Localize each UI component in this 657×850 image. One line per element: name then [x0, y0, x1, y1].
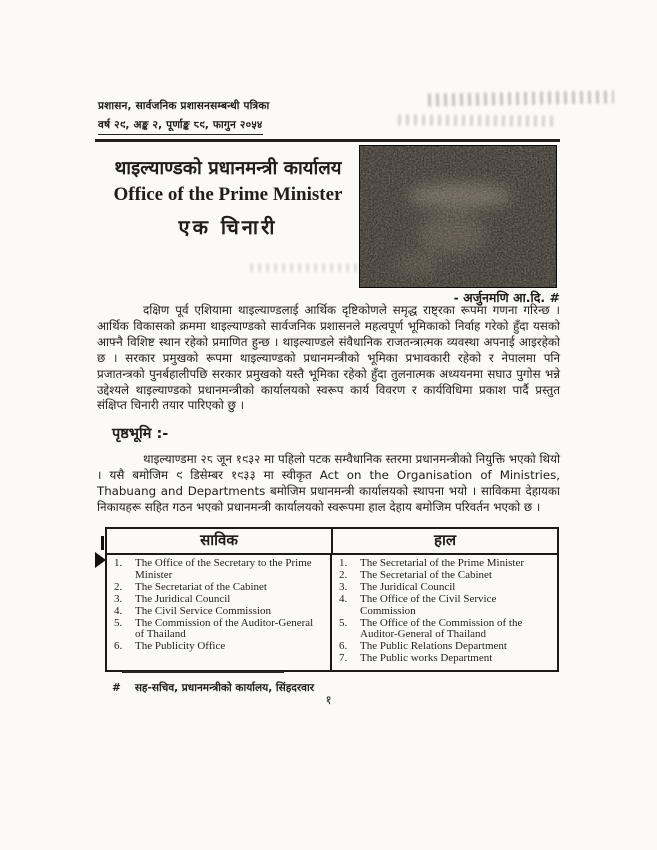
- table-item: The Office of the Secretary to the Prime Minister: [135, 557, 312, 581]
- issue-info: वर्ष २९, अङ्क २, पूर्णाङ्क ८९, फागुन २०५४: [98, 118, 263, 135]
- table-item: The Commission of the Auditor-General of Thailand: [135, 616, 314, 641]
- header-rule: [95, 139, 560, 142]
- footnote-text: सह-सचिव, प्रधानमन्त्रीको कार्यालय, सिंहदरवार: [134, 682, 314, 694]
- scan-smudge-artifact: [398, 114, 556, 126]
- scan-mark-artifact: [101, 536, 104, 550]
- table-header-current: हाल: [433, 531, 457, 549]
- table-item: The Publicity Office: [135, 640, 226, 653]
- section-heading-background: पृष्ठभूमि :-: [112, 426, 169, 442]
- masthead: [96, 157, 360, 240]
- table-item: The Public Relations Department: [360, 640, 507, 653]
- intro-paragraph: दक्षिण पूर्व एशियामा थाइल्याण्डलाई आर्थिक दृष्टिकोणले समृद्ध राष्ट्रका रूपमा गणना गरिन्छ । आर्थिक विकासको क्रममा थाइल्याण्डको सार्वजनिक प्रशासनले महत्वपूर्ण भूमिकाको निर्वाह गरेको हुँदा यसको आफ्नै विशिष्ट स्थान रहेको प्रमाणित हुन्छ । थाइल्याण्डले संवैधानिक राजतन्त्रात्मक व्यवस्था अपनाई आइरहेको छ । सरकार प्रमुखको रूपमा थाइल्याण्डको प्रधानमन्त्रीको भूमिका प्रभावकारी रहेको र नेपालमा पनि प्रजातन्त्रको पुनर्बहालीपछि सरकार प्रमुखको यस्तै भूमिका रहेको हुँदा तुलनात्मक अध्ययनमा सघाउ पुगोस भन्ने उद्देश्यले थाइल्याण्डको प्रधानमन्त्रीको कार्यालयको स्वरूप कार्य विवरण र कार्यविधिमा प्रकाश पार्दै प्रस्तुत संक्षिप्त चिनारी तयार पारिएको छु ।: [97, 303, 560, 413]
- table-header-row: [107, 529, 557, 555]
- table-item: The Public works Department: [360, 652, 493, 665]
- scanned-portrait-photo: [360, 146, 556, 287]
- table-item: The Office of the Civil Service Commission: [360, 592, 497, 617]
- comparison-table: [105, 527, 559, 672]
- table-item: The Juridical Council: [360, 580, 456, 593]
- scan-smudge-artifact: [250, 263, 370, 272]
- table-cell-former: [107, 555, 332, 670]
- table-item: The Secretarial of the Prime Minister: [360, 557, 525, 569]
- office-title-nepali: थाइल्याण्डको प्रधानमन्त्री कार्यालय: [114, 158, 342, 179]
- footnote-marker: #: [112, 682, 121, 694]
- office-title-english: Office of the Prime Minister: [113, 184, 343, 206]
- table-item: The Office of the Commission of the Auditor-General of Thailand: [360, 616, 523, 641]
- background-paragraph: थाइल्याण्डमा २८ जून १९३२ मा पहिलो पटक सम्वैधानिक स्तरमा प्रधानमन्त्रीको नियुक्ति भएको थियो । यसै बमोजिम ९ डिसेम्बर १९३३ मा स्वीकृत Act on the Organisation of Ministries, Thabuang and Departments बमोजिम प्रधानमन्त्री कार्यालयको स्थापना भयो । साविकमा देहायका निकायहरू सहित गठन भएको प्रधानमन्त्री कार्यालयको स्वरूपमा हाल देहाय बमोजिम परिवर्तन भएको छ ।: [97, 452, 560, 514]
- table-item: The Juridical Council: [135, 592, 231, 605]
- subtitle: एक चिनारी: [178, 215, 278, 240]
- table-header-former: साविक: [107, 529, 333, 553]
- table-cell-current: [332, 555, 557, 670]
- footnote-rule: [122, 671, 284, 673]
- scan-smudge-artifact: [428, 90, 614, 106]
- page-number: १: [325, 693, 332, 707]
- table-item: The Secretarial of the Cabinet: [360, 568, 492, 581]
- table-item: The Secretariat of the Cabinet: [135, 580, 267, 593]
- table-item: The Civil Service Commission: [135, 604, 271, 617]
- journal-title: प्रशासन, सार्वजनिक प्रशासनसम्बन्धी पत्रिका: [98, 100, 270, 112]
- author-credit: - अर्जुनमणि आ.दि. #: [453, 290, 560, 305]
